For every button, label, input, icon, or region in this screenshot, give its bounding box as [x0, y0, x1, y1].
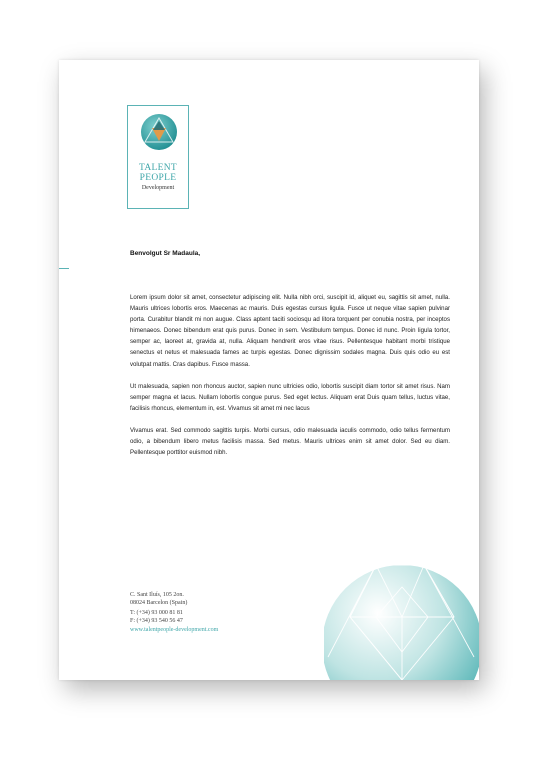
website-link[interactable]: www.talentpeople-development.com — [130, 627, 219, 634]
logo-title-line1: TALENT — [139, 163, 177, 173]
logo-title-line2: PEOPLE — [139, 173, 177, 183]
letter-greeting: Benvolgut Sr Madaula, — [130, 250, 201, 257]
paragraph: Ut malesuada, sapien non rhoncus auctor, sapien nunc ultricies odio, lobortis suscipit diam tortor sit amet risus. Nam semper magna et lacus. Nullam lobortis congue purus. Sed eget lectus. Aliquam erat Duis quam tellus, luctus vitae, facilisis rhoncus, elementum in, est. Vivamus sit amet mi nec lacus — [130, 382, 450, 412]
letter-body — [130, 292, 450, 469]
paragraph: Lorem ipsum dolor sit amet, consectetur adipiscing elit. Nulla nibh orci, suscipit id, aliquet eu, sagittis sit amet, nulla. Mauris ultrices lobortis eros. Maecenas ac mauris. Duis egestas cursus ligula. Fusce ut neque vitae sapien pulvinar porta. Curabitur blandit mi non augue. Class aptent taciti sociosqu ad litora torquent per conubia nostra, per inceptos himenaeos. Donec bibendum erat quis purus. Donec in sem. Vestibulum tempus. Donec id nunc. Proin ligula tortor, semper ac, laoreet at, gravida at, nulla. Aliquam hendrerit eros vitae risus. Pellentesque habitant morbi tristique senectus et netus et malesuada fames ac turpis egestas. Donec dignissim sodales magna. Duis quis odio eu est volutpat mattis. Cras dapibus. Fusce massa. — [130, 294, 450, 368]
fax-number: F: (+34) 93 540 56 47 — [130, 617, 183, 624]
company-logo — [127, 105, 189, 209]
fold-mark — [59, 268, 69, 269]
paragraph: Vivamus erat. Sed commodo sagittis turpis. Morbi cursus, odio malesuada iaculis commodo, odio tellus fermentum odio, a bibendum libero metus facilisis massa. Sed metus. Mauris ultrices enim sit amet dolor. Sed eu diam. Pellentesque porttitor euismod nibh. — [130, 426, 450, 457]
company-contact-footer — [130, 592, 218, 635]
letterhead-page — [59, 60, 479, 680]
logo-subtitle: Development — [141, 185, 175, 191]
logo-emblem-icon — [140, 113, 178, 151]
phone-number: T: (+34) 93 000 81 81 — [130, 610, 183, 617]
address-line: C. Sant Iluís, 105 2on. — [130, 592, 184, 598]
decorative-circle-graphic — [324, 557, 479, 680]
address-line: 08024 Barcelon (Spain) — [130, 599, 188, 606]
